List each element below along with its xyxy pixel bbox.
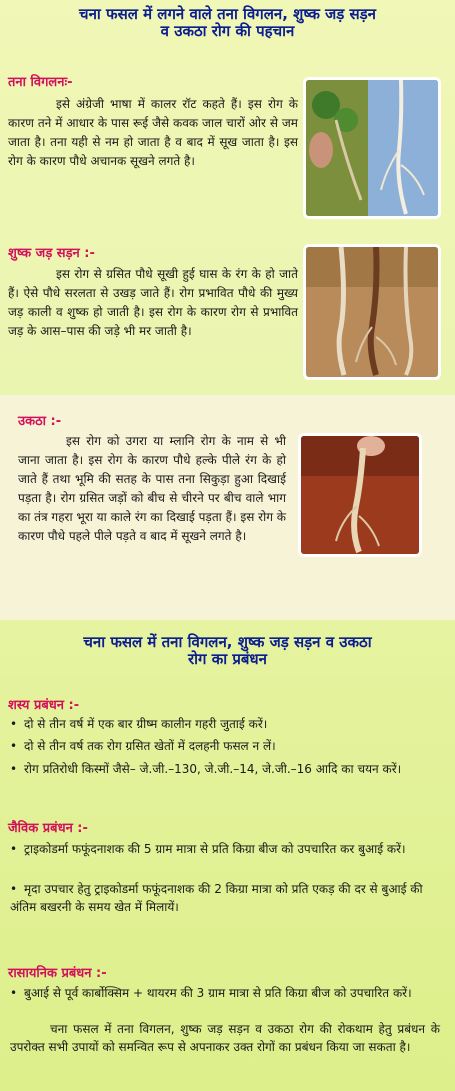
shasya-bullet-3-text: रोग प्रतिरोधी किस्मों जैसे– जे.जी.–130, जे.जी.–14, जे.जी.–16 आदि का चयन करें।	[24, 762, 402, 776]
management-title	[0, 634, 455, 668]
tana-heading: तना विगलनः-	[8, 75, 73, 90]
tana-photo	[306, 80, 438, 216]
ukatha-paragraph: इस रोग को उगरा या म्लानि रोग के नाम से भी जाना जाता है। इस रोग के कारण पौधे हल्के पीले रंग के हो जाते हैं तथा भूमि की सतह के पास तना सिकुड़ा हुआ दिखाई पड़ता है। रोग ग्रसित जड़ों को बीच से चीरने पर बीच वाले भाग का तंत्र गहरा भूरा या काले रंग का दिखाई पड़ता हैं। इस रोग के कारण पौधे पहले पीले पड़ते व बाद में सूखने लगते है।	[18, 434, 286, 543]
management-title-line2: रोग का प्रबंधन	[188, 650, 267, 668]
tana-paragraph: इसे अंग्रेजी भाषा में कालर रॉट कहते हैं। इस रोग के कारण तने में आधार के पास रूई जैसे कवक जाल चारों ओर से जम जाता है। तना यही से नम हो जाता है व बाद में सूख जाता है। इस रोग के कारण पौधे अचानक सूखने लगते है।	[8, 97, 298, 168]
ukatha-photo	[301, 436, 419, 554]
jaivik-bullet-1-text: ट्राइकोडर्मा फफूंदनाशक की 5 ग्राम मात्रा से प्रति किग्रा बीज को उपचारित कर बुआई करें।	[24, 842, 406, 856]
shushk-paragraph: इस रोग से ग्रसित पौधे सूखी हुई घास के रंग के हो जाते हैं। ऐसे पौधे सरलता से उखड़ जाते हैं। रोग प्रभावित पौधे की मुख्य जड़ काली व शुष्क हो जाती है। इस रोग के कारण रोग से प्रभावित जड़ के आस–पास की जड़े भी मर जाती है।	[8, 267, 298, 338]
shasya-heading: शस्य प्रबंधन :-	[8, 698, 80, 713]
wilt-plant-image	[301, 436, 419, 554]
jaivik-bullet-1: • ट्राइकोडर्मा फफूंदनाशक की 5 ग्राम मात्रा से प्रति किग्रा बीज को उपचारित कर बुआई करें।	[10, 842, 406, 856]
collar-rot-plant-image	[306, 80, 438, 216]
shasya-bullet-3: • रोग प्रतिरोधी किस्मों जैसे– जे.जी.–130, जे.जी.–14, जे.जी.–16 आदि का चयन करें।	[10, 762, 402, 776]
shasya-bullet-2: • दो से तीन वर्ष तक रोग ग्रसित खेतों में दलहनी फसल न लें।	[10, 739, 276, 753]
identification-title-line1: चना फसल में लगने वाले तना विगलन, शुष्क जड़ सड़न	[79, 5, 376, 23]
management-title-line1: चना फसल में तना विगलन, शुष्क जड़ सड़न व उकठा	[83, 633, 372, 651]
shasya-bullet-2-text: दो से तीन वर्ष तक रोग ग्रसित खेतों में दलहनी फसल न लें।	[24, 739, 276, 753]
rasayanik-heading: रासायनिक प्रबंधन :-	[8, 966, 107, 981]
rasayanik-bullet-1-text: बुआई से पूर्व कार्बोक्सिम + थायरम की 3 ग्राम मात्रा से प्रति किग्रा बीज को उपचारित करें।	[24, 986, 412, 1000]
jaivik-bullet-2-text: मृदा उपचार हेतु ट्राइकोडर्मा फफूंदनाशक की 2 किग्रा मात्रा को प्रति एकड़ की दर से बुआई की अंतिम बखरनी के समय खेत में मिलायें।	[10, 882, 423, 914]
closing-note: चना फसल में तना विगलन, शुष्क जड़ सड़न व उकठा रोग की रोकथाम हेतु प्रबंधन के उपरोक्त सभी उपायों को समन्वित रूप से अपनाकर उक्त रोगों का प्रबंधन किया जा सकता है।	[10, 1022, 440, 1054]
ukatha-heading: उकठा :-	[18, 414, 62, 429]
rasayanik-bullet-1: • बुआई से पूर्व कार्बोक्सिम + थायरम की 3 ग्राम मात्रा से प्रति किग्रा बीज को उपचारित करें।	[10, 986, 412, 1000]
jaivik-heading: जैविक प्रबंधन :-	[8, 821, 88, 836]
shushk-heading: शुष्क जड़ सड़न :-	[8, 246, 95, 261]
identification-title-line2: व उकठा रोग की पहचान	[160, 22, 295, 40]
jaivik-bullet-2: • मृदा उपचार हेतु ट्राइकोडर्मा फफूंदनाशक की 2 किग्रा मात्रा को प्रति एकड़ की दर से बुआई की अंतिम बखरनी के समय खेत में मिलायें।	[10, 882, 423, 914]
dry-root-rot-image	[306, 247, 438, 377]
shushk-photo	[306, 247, 438, 377]
shasya-bullet-1: • दो से तीन वर्ष में एक बार ग्रीष्म कालीन गहरी जुताई करें।	[10, 717, 268, 731]
shasya-bullet-1-text: दो से तीन वर्ष में एक बार ग्रीष्म कालीन गहरी जुताई करें।	[24, 717, 268, 731]
identification-title	[0, 6, 455, 40]
